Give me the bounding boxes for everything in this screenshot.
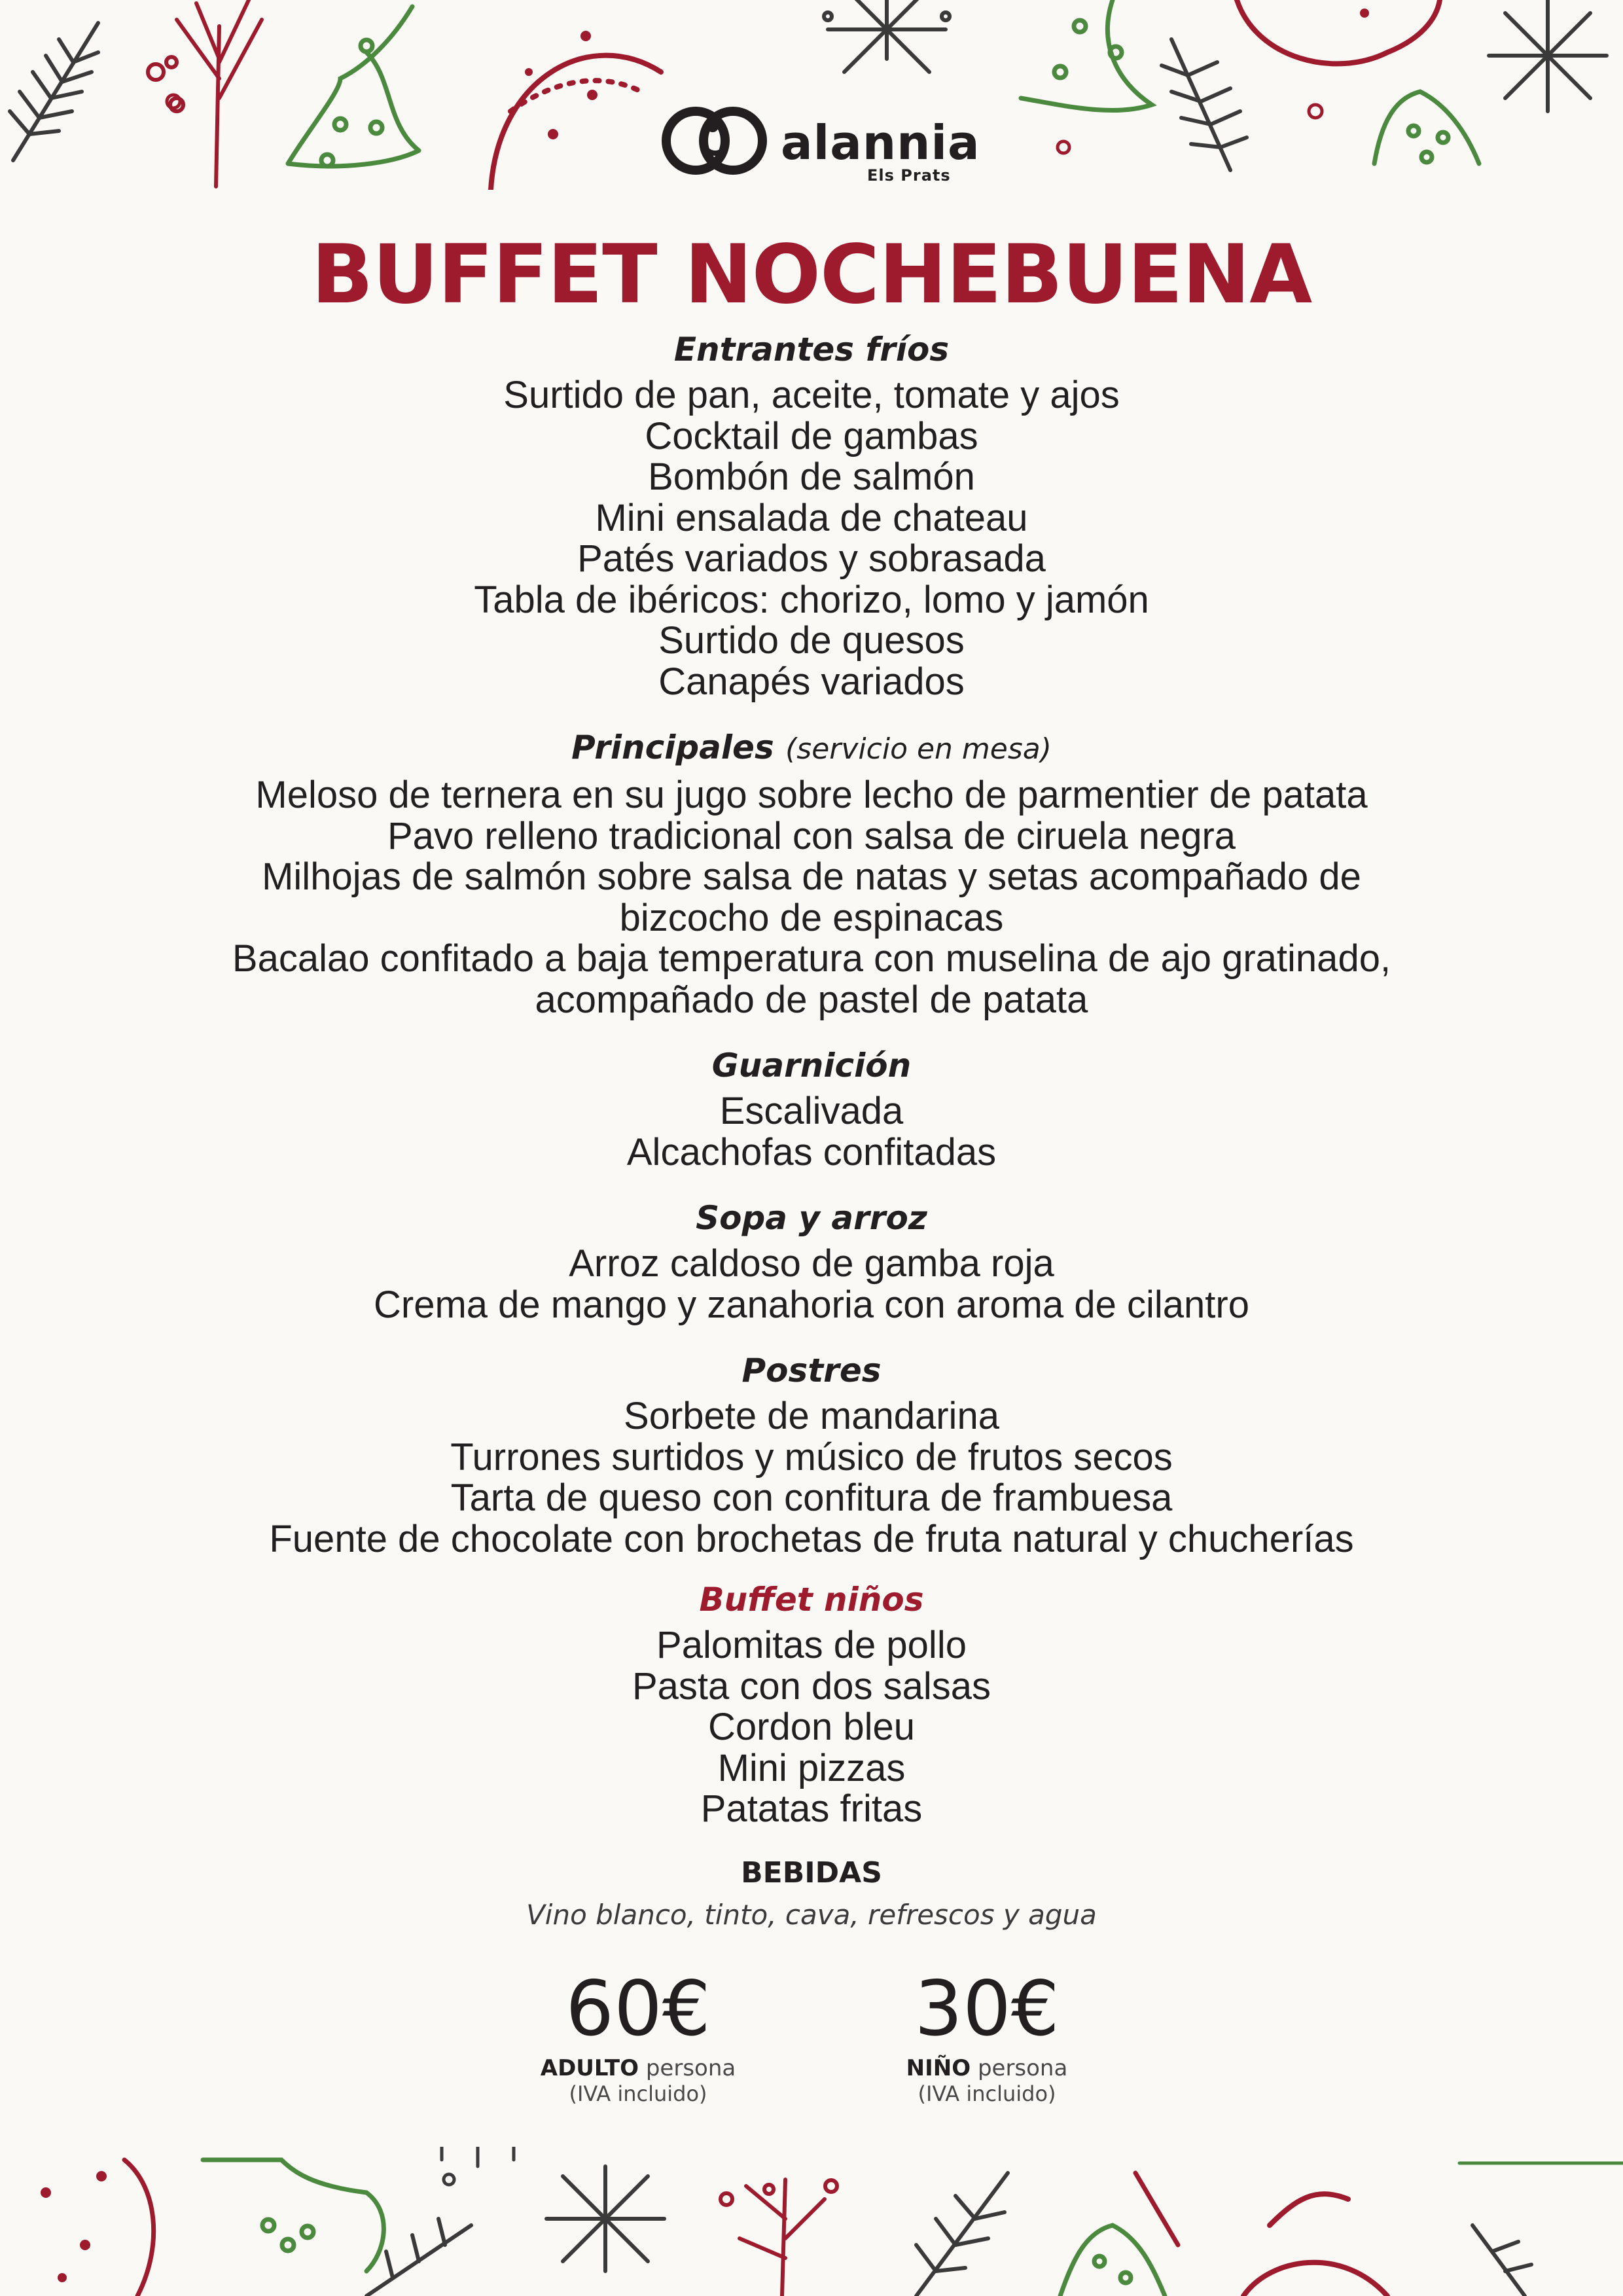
price-label <box>849 2055 1124 2081</box>
tree-icon <box>1021 0 1152 111</box>
menu-item: Bombón de salmón <box>648 456 975 498</box>
price-label <box>501 2055 776 2081</box>
fern-icon <box>1472 2225 1531 2296</box>
section-note: (servicio en mesa) <box>785 732 1052 766</box>
section-title-text: Principales <box>571 728 774 766</box>
section-title: Buffet niños <box>699 1581 924 1619</box>
price-amount: 30€ <box>914 1965 1060 2053</box>
menu-item: Arroz caldoso de gamba roja <box>569 1242 1054 1285</box>
menu-item: acompañado de pastel de patata <box>535 978 1088 1021</box>
menu-item: Patatas fritas <box>700 1787 923 1830</box>
menu-item: Alcachofas confitadas <box>626 1130 997 1174</box>
price-adult <box>501 1964 776 2106</box>
menu-item: Cocktail de gambas <box>645 414 978 457</box>
star-icon <box>41 2171 107 2282</box>
menu-item: Pasta con dos salsas <box>632 1664 991 1708</box>
section-title: Postres <box>741 1352 882 1390</box>
ornament-icon <box>491 56 661 190</box>
menu-item: Meloso de ternera en su jugo sobre lecho de parmentier de patata <box>255 774 1368 816</box>
section-sopa <box>0 1193 1623 1325</box>
ornament-icon <box>124 2160 154 2296</box>
christmas-bottom-border <box>0 2147 1623 2296</box>
menu-item: Tarta de queso con confitura de frambuesa <box>450 1477 1173 1519</box>
price-type: NIÑO <box>906 2055 971 2081</box>
menu-item: Surtido de quesos <box>658 619 965 662</box>
tree-icon <box>203 2160 383 2271</box>
section-ninos <box>0 1574 1623 1830</box>
drinks-text: Vino blanco, tinto, cava, refrescos y agua <box>526 1899 1097 1931</box>
menu-item: Cordon bleu <box>708 1706 915 1748</box>
menu-item: Pavo relleno tradicional con salsa de ciruela negra <box>387 814 1236 857</box>
fern-icon <box>1162 39 1247 170</box>
ornament-icon <box>1243 2194 1387 2296</box>
price-type: ADULTO <box>540 2055 639 2081</box>
menu-item: Palomitas de pollo <box>656 1624 967 1666</box>
snowflake-icon <box>824 0 950 72</box>
section-principales <box>0 722 1623 1020</box>
price-child <box>849 1964 1124 2106</box>
menu-item: Mini pizzas <box>717 1746 906 1789</box>
logo-mark-icon <box>658 101 772 180</box>
berry-branch-icon <box>721 2179 837 2296</box>
tree-icon <box>288 7 419 166</box>
menu-item: bizcocho de espinacas <box>619 896 1004 939</box>
tree-icon <box>1374 92 1479 164</box>
section-guarnicion <box>0 1040 1623 1173</box>
menu-item: Sorbete de mandarina <box>624 1395 999 1437</box>
menu-item: Milhojas de salmón sobre salsa de natas y setas acompañado de <box>262 855 1361 898</box>
brand-location: Els Prats <box>867 166 951 185</box>
section-title: Guarnición <box>711 1047 912 1085</box>
menu-item: Patés variados y sobrasada <box>577 537 1046 580</box>
menu-item: Canapés variados <box>658 660 965 703</box>
menu-item: Fuente de chocolate con brochetas de fruta natural y chucherías <box>269 1517 1354 1560</box>
brand-logo <box>658 101 980 187</box>
snowflake-icon <box>1489 0 1607 111</box>
menu-item: Escalivada <box>719 1090 904 1132</box>
section-postres <box>0 1345 1623 1560</box>
tree-icon <box>1060 2225 1165 2296</box>
ornament-icon <box>1237 0 1440 63</box>
snowflake-icon <box>546 2166 664 2271</box>
price-amount: 60€ <box>565 1965 711 2053</box>
menu-item: Turrones surtidos y músico de frutos secos <box>450 1435 1173 1479</box>
berry-branch-icon <box>148 0 262 187</box>
menu-item: Bacalao confitado a baja temperatura con muselina de ajo gratinado, <box>232 937 1391 980</box>
price-tax: (IVA incluido) <box>918 2081 1056 2106</box>
fern-icon <box>916 2173 1008 2296</box>
price-tax: (IVA incluido) <box>569 2081 707 2106</box>
menu-item: Surtido de pan, aceite, tomate y ajos <box>503 374 1120 416</box>
page-title: BUFFET NOCHEBUENA <box>311 228 1312 322</box>
menu-item: Crema de mango y zanahoria con aroma de cilantro <box>374 1283 1249 1326</box>
drinks-title: BEBIDAS <box>741 1856 882 1890</box>
section-title: Entrantes fríos <box>673 331 950 368</box>
section-title: Sopa y arroz <box>696 1199 927 1237</box>
brand-name: alannia <box>781 115 980 170</box>
menu-item: Tabla de ibéricos: chorizo, lomo y jamón <box>474 578 1149 621</box>
menu-list <box>0 324 1623 1830</box>
section-entrantes <box>0 324 1623 702</box>
section-title <box>0 722 1623 775</box>
price-unit: persona <box>645 2055 736 2081</box>
fern-icon <box>10 23 98 160</box>
menu-item: Mini ensalada de chateau <box>595 496 1028 539</box>
price-unit: persona <box>977 2055 1068 2081</box>
